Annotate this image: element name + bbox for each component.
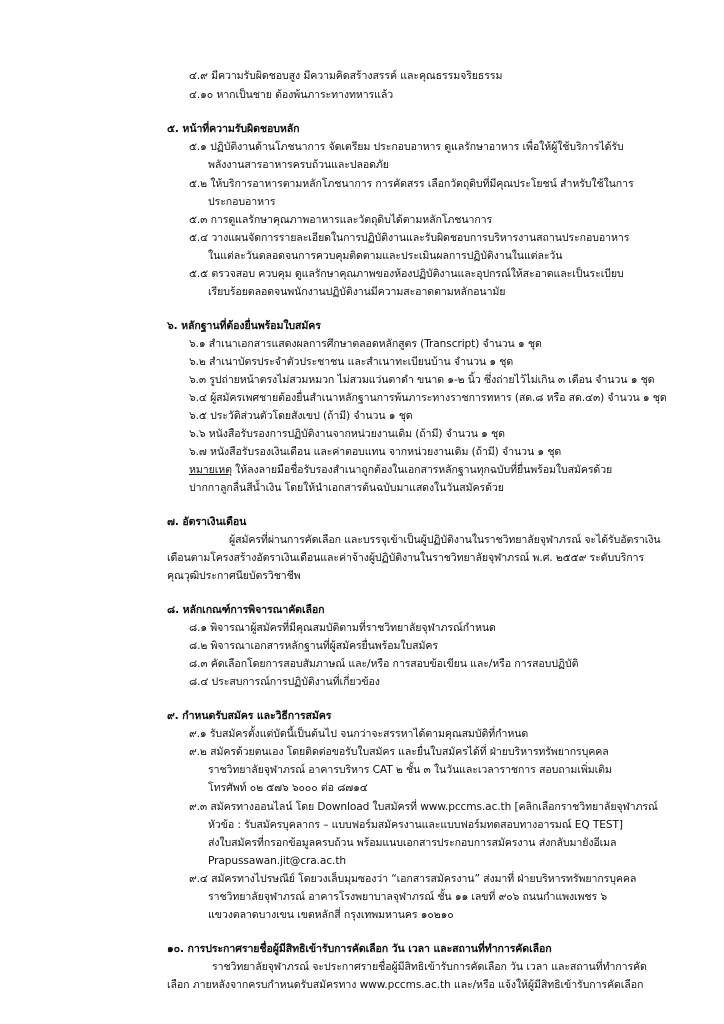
item-8-3: ๘.๓ คัดเลือกโดยการสอบสัมภาษณ์ และ/หรือ การสอบข้อเขียน และ/หรือ การสอบปฏิบัติ	[189, 658, 579, 670]
item-6-3: ๖.๓ รูปถ่ายหน้าตรงไม่สวมหมวก ไม่สวมแว่นตาดำ ขนาด ๑-๒ นิ้ว ซึ่งถ่ายไว้ไม่เกิน ๓ เดือน จำนวน ๑ ชุด	[189, 374, 655, 386]
note-line-2: ปากกาลูกลื่นสีน้ำเงิน โดยให้นำเอกสารต้นฉบับมาแสดงในวันสมัครด้วย	[189, 482, 504, 494]
item-6-4: ๖.๔ ผู้สมัครเพศชายต้องยื่นสำเนาหลักฐานการพ้นภาระทางราชการทหาร (สด.๘ หรือ สด.๔๓) จำนวน ๑ ชุด	[189, 392, 667, 404]
announce-para-line-2: เลือก ภายหลังจากครบกำหนดรับสมัครทาง www.pccms.ac.th และ/หรือ แจ้งให้ผู้มีสิทธิเข้ารับการคัดเลือก	[167, 979, 644, 991]
salary-para-line-2: เดือนตามโครงสร้างอัตราเงินเดือนและค่าจ้างผู้ปฏิบัติงานในราชวิทยาลัยจุฬาภรณ์ พ.ศ. ๒๕๕๙ ระดับบริการ	[167, 552, 645, 564]
item-5-4-cont: ในแต่ละวันตลอดจนการควบคุมติดตามและประเมินผลการปฏิบัติงานในแต่ละวัน	[208, 250, 563, 262]
item-5-3: ๕.๓ การดูแลรักษาคุณภาพอาหารและวัตถุดิบได้ตามหลักโภชนาการ	[189, 214, 493, 226]
announce-para-line-1: ราชวิทยาลัยจุฬาภรณ์ จะประกาศรายชื่อผู้มีสิทธิเข้ารับการคัดเลือก วัน เวลา และสถานที่ทำการคัด	[212, 961, 647, 973]
item-9-3: ๙.๓ สมัครทางออนไลน์ โดย Download ใบสมัครที่ www.pccms.ac.th [คลิกเลือกราชวิทยาลัยจุฬาภรณ์	[189, 801, 658, 813]
section-9-heading: ๙. กำหนดรับสมัคร และวิธีการสมัคร	[167, 710, 332, 722]
item-9-2: ๙.๒ สมัครด้วยตนเอง โดยติดต่อขอรับใบสมัคร และยื่นใบสมัครได้ที่ ฝ่ายบริหารทรัพยากรบุคคล	[189, 746, 609, 758]
note-label: หมายเหตุ	[189, 464, 232, 476]
item-5-2: ๕.๒ ให้บริการอาหารตามหลักโภชนาการ การคัดสรร เลือกวัตถุดิบที่มีคุณประโยชน์ สำหรับใช้ในการ	[189, 178, 634, 190]
item-6-6: ๖.๖ หนังสือรับรองการปฏิบัติงานจากหน่วยงานเดิม (ถ้ามี) จำนวน ๑ ชุด	[189, 428, 505, 440]
item-9-1: ๙.๑ รับสมัครตั้งแต่บัดนี้เป็นต้นไป จนกว่าจะสรรหาได้ตามคุณสมบัติที่กำหนด	[189, 728, 529, 740]
item-9-2-cont-1: ราชวิทยาลัยจุฬาภรณ์ อาคารบริหาร CAT ๒ ชั้น ๓ ในวันและเวลาราชการ สอบถามเพิ่มเติม	[208, 764, 612, 776]
item-6-1: ๖.๑ สำเนาเอกสารแสดงผลการศึกษาตลอดหลักสูตร (Transcript) จำนวน ๑ ชุด	[189, 338, 542, 350]
item-8-1: ๘.๑ พิจารณาผู้สมัครที่มีคุณสมบัติตามที่ราชวิทยาลัยจุฬาภรณ์กำหนด	[189, 622, 496, 634]
note-text: ให้ลงลายมือชื่อรับรองสำเนาถูกต้องในเอกสารหลักฐานทุกฉบับที่ยื่นพร้อมใบสมัครด้วย	[231, 464, 613, 476]
section-8-heading: ๘. หลักเกณฑ์การพิจารณาคัดเลือก	[167, 604, 325, 616]
item-5-4: ๕.๔ วางแผนจัดการรายละเอียดในการปฏิบัติงานและรับผิดชอบการบริหารงานสถานประกอบอาหาร	[189, 232, 630, 244]
item-9-2-cont-2: โทรศัพท์ ๐๒ ๕๗๖ ๖๐๐๐ ต่อ ๘๗๑๔	[208, 782, 368, 794]
section-6-heading: ๖. หลักฐานที่ต้องยื่นพร้อมใบสมัคร	[167, 320, 321, 332]
item-9-3-cont-2: ส่งใบสมัครที่กรอกข้อมูลครบถ้วน พร้อมแนบเอกสารประกอบการสมัครงาน ส่งกลับมายังอีเมล	[208, 837, 617, 849]
item-4-9: ๔.๙ มีความรับผิดชอบสูง มีความคิดสร้างสรรค์ และคุณธรรมจริยธรรม	[189, 70, 503, 82]
item-9-4: ๙.๔ สมัครทางไปรษณีย์ โดยวงเล็บมุมซองว่า “เอกสารสมัครงาน” ส่งมาที่ ฝ่ายบริหารทรัพยากรบุคคล	[189, 873, 637, 885]
item-6-7: ๖.๗ หนังสือรับรองเงินเดือน และค่าตอบแทน จากหน่วยงานเดิม (ถ้ามี) จำนวน ๑ ชุด	[189, 446, 562, 458]
item-5-5-cont: เรียบร้อยตลอดจนพนักงานปฏิบัติงานมีความสะอาดตามหลักอนามัย	[208, 286, 506, 298]
item-5-2-cont: ประกอบอาหาร	[208, 196, 276, 208]
item-6-5: ๖.๕ ประวัติส่วนตัวโดยสังเขป (ถ้ามี) จำนวน ๑ ชุด	[189, 410, 413, 422]
salary-para-line-1: ผู้สมัครที่ผ่านการคัดเลือก และบรรจุเข้าเป็นผู้ปฏิบัติงานในราชวิทยาลัยจุฬาภรณ์ จะได้รับอัตราเงิน	[229, 534, 661, 546]
item-5-1: ๕.๑ ปฏิบัติงานด้านโภชนาการ จัดเตรียม ประกอบอาหาร ดูแลรักษาอาหาร เพื่อให้ผู้ใช้บริการได้รับ	[189, 141, 624, 153]
section-5-heading: ๕. หน้าที่ความรับผิดชอบหลัก	[167, 123, 300, 135]
item-9-3-cont-1: หัวข้อ : รับสมัครบุคลากร – แบบฟอร์มสมัครงานและแบบฟอร์มทดสอบทางอารมณ์ EQ TEST]	[208, 819, 623, 831]
section-10-heading: ๑๐. การประกาศรายชื่อผู้มีสิทธิเข้ารับการคัดเลือก วัน เวลา และสถานที่ทำการคัดเลือก	[167, 943, 552, 955]
item-5-1-cont: พลังงานสารอาหารครบถ้วนและปลอดภัย	[208, 159, 389, 171]
item-9-4-cont-2: แขวงตลาดบางเขน เขตหลักสี่ กรุงเทพมหานคร ๑๐๒๑๐	[208, 909, 454, 921]
email-address[interactable]: Prapussawan.jit@cra.ac.th	[208, 855, 346, 867]
note-line-1	[189, 463, 612, 477]
item-5-5: ๕.๕ ตรวจสอบ ควบคุม ดูแลรักษาคุณภาพของห้องปฏิบัติงานและอุปกรณ์ให้สะอาดและเป็นระเบียบ	[189, 268, 624, 280]
item-8-2: ๘.๒ พิจารณาเอกสารหลักฐานที่ผู้สมัครยื่นพร้อมใบสมัคร	[189, 640, 438, 652]
item-9-4-cont-1: ราชวิทยาลัยจุฬาภรณ์ อาคารโรงพยาบาลจุฬาภรณ์ ชั้น ๑๑ เลขที่ ๙๐๖ ถนนกำแพงเพชร ๖	[208, 891, 608, 903]
section-7-heading: ๗. อัตราเงินเดือน	[167, 516, 247, 528]
salary-para-line-3: คุณวุฒิประกาศนียบัตรวิชาชีพ	[167, 570, 301, 582]
item-8-4: ๘.๔ ประสบการณ์การปฏิบัติงานที่เกี่ยวข้อง	[189, 676, 380, 688]
item-4-10: ๔.๑๐ หากเป็นชาย ต้องพ้นภาระทางทหารแล้ว	[189, 89, 394, 101]
item-6-2: ๖.๒ สำเนาบัตรประจำตัวประชาชน และสำเนาทะเบียนบ้าน จำนวน ๑ ชุด	[189, 356, 514, 368]
